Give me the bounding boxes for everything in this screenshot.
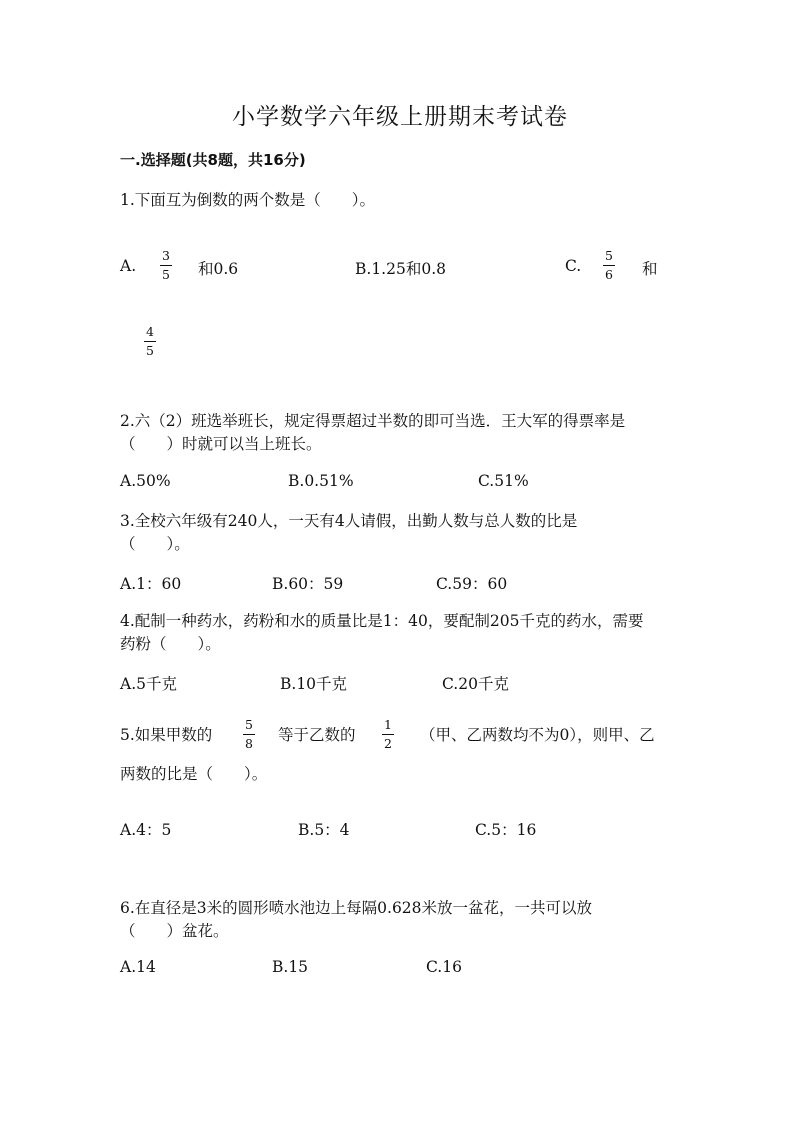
question-4-option-a: A.5千克	[120, 675, 177, 693]
question-1-option-a-fraction	[160, 248, 172, 282]
fraction-bar	[160, 265, 172, 266]
fraction-denominator: 5	[162, 266, 170, 282]
question-1-option-c-fraction	[603, 248, 615, 282]
fraction-numerator: 4	[146, 324, 154, 339]
question-1-option-c-fraction-2	[144, 324, 156, 358]
question-2-option-c: C.51%	[478, 472, 529, 490]
question-3-option-a: A.1：60	[120, 575, 182, 593]
fraction-numerator: 5	[605, 248, 613, 263]
question-5-option-a: A.4：5	[120, 821, 172, 839]
fraction-bar	[243, 734, 255, 735]
question-1-stem: 1.下面互为倒数的两个数是（ ）。	[120, 191, 376, 209]
section-heading: 一.选择题(共8题，共16分)	[120, 151, 306, 169]
question-5-stem-part-3: （甲、乙两数均不为0），则甲、乙	[420, 726, 655, 744]
question-6-option-c: C.16	[426, 958, 462, 976]
question-1-option-b: B.1.25和0.8	[355, 260, 446, 278]
question-4-option-b: B.10千克	[280, 675, 348, 693]
question-2-stem-line-1: 2.六（2）班选举班长，规定得票超过半数的即可当选．王大军的得票率是	[120, 412, 626, 430]
question-6-option-b: B.15	[272, 958, 309, 976]
question-6-option-a: A.14	[120, 958, 156, 976]
fraction-denominator: 8	[245, 735, 253, 751]
fraction-numerator: 5	[245, 717, 253, 732]
fraction-denominator: 6	[605, 266, 613, 282]
question-2-option-a: A.50%	[120, 472, 171, 490]
question-5-stem-line-2: 两数的比是（ ）。	[120, 765, 268, 783]
question-1-option-a-prefix: A.	[120, 257, 137, 275]
question-3-option-c: C.59：60	[436, 575, 508, 593]
fraction-denominator: 5	[146, 342, 154, 358]
question-5-option-c: C.5：16	[475, 821, 537, 839]
question-5-fraction-2	[382, 717, 394, 751]
question-6-stem-line-1: 6.在直径是3米的圆形喷水池边上每隔0.628米放一盆花，一共可以放	[120, 899, 593, 917]
question-4-stem-line-1: 4.配制一种药水，药粉和水的质量比是1：40，要配制205千克的药水，需要	[120, 612, 644, 630]
question-3-stem-line-1: 3.全校六年级有240人，一天有4人请假，出勤人数与总人数的比是	[120, 512, 578, 530]
question-1-option-c-suffix: 和	[642, 260, 658, 278]
question-4-option-c: C.20千克	[442, 675, 509, 693]
question-1-option-a-suffix: 和0.6	[198, 260, 239, 278]
fraction-bar	[603, 265, 615, 266]
fraction-numerator: 1	[384, 717, 392, 732]
question-1-option-c-prefix: C.	[565, 257, 582, 275]
question-4-stem-line-2: 药粉（ ）。	[120, 635, 221, 653]
question-6-stem-line-2: （ ）盆花。	[120, 922, 229, 940]
question-3-stem-line-2: （ ）。	[120, 535, 190, 553]
question-5-fraction-1	[243, 717, 255, 751]
question-2-stem-line-2: （ ）时就可以当上班长。	[120, 435, 322, 453]
page-title: 小学数学六年级上册期末考试卷	[232, 104, 568, 130]
question-5-stem-part-2: 等于乙数的	[278, 726, 356, 744]
question-5-stem-part-1: 5.如果甲数的	[120, 726, 213, 744]
question-3-option-b: B.60：59	[272, 575, 344, 593]
question-2-option-b: B.0.51%	[288, 472, 354, 490]
fraction-denominator: 2	[384, 735, 392, 751]
fraction-numerator: 3	[162, 248, 170, 263]
fraction-bar	[382, 734, 394, 735]
question-5-option-b: B.5：4	[298, 821, 350, 839]
fraction-bar	[144, 341, 156, 342]
